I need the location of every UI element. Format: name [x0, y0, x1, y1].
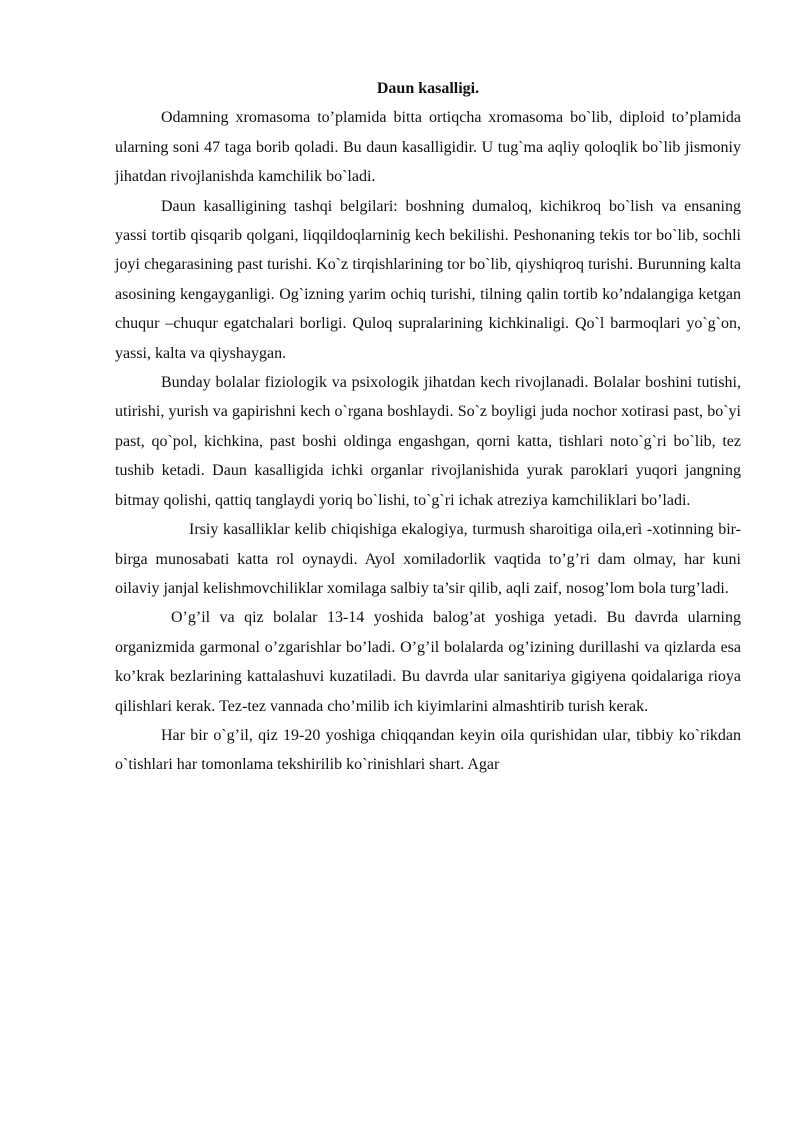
document-page: [115, 74, 741, 780]
paragraph-hereditary-causes: Irsiy kasalliklar kelib chiqishiga ekalogiya, turmush sharoitiga oila,erì -xotinning bir- birga munosabati katta rol oynaydi. Ayol xomiladorlik vaqtida to’g’ri dam olmay, har kuni oilaviy janjal kelishmovchiliklar xomilaga salbiy ta’sir qilib, aqli zaif, nosog’lom bola turg’ladi.: [115, 521, 741, 597]
paragraph-puberty: O’g’il va qiz bolalar 13-14 yoshida balog’at yoshiga yetadi. Bu davrda ularning organizmida garmonal o’zgarishlar bo’ladi. O’g’il bolalarda og’izining durillashi va qizlarda esa ko’krak bezlarining kattalashuvi kuzatiladi. Bu davrda ular sanitariya gigiyena qoidalariga rioya qilishlari kerak. Tez-tez vannada cho’milib ich kiyimlarini almashtirib turish kerak.: [115, 609, 741, 715]
paragraph-external-signs: Daun kasalligining tashqi belgilari: boshning dumaloq, kichikroq bo`lish va ensaning yassi tortib qisqarib qolgani, liqqildoqlarninig kech bekilishi. Peshonaning tekis tor bo`lib, sochli joyi chegarasining past turishi. Ko`z tirqishlarining tor bo`lib, qiyshiqroq turishi. Burunning kalta asosining kengayganligi. Og`izning yarim ochiq turishi, tilning qalin tortib ko’ndalangiga ketgan chuqur –chuqur egatchalari borligi. Quloq supralarining kichkinaligi. Qo`l barmoqlari yo`g`on, yassi, kalta va qiyshaygan.: [115, 197, 741, 362]
paragraph-definition: Odamning xromasoma to’plamida bitta ortiqcha xromasoma bo`lib, diploid to’plamida ularning soni 47 taga borib qoladi. Bu daun kasalligidir. U tug`ma aqliy qoloqlik bo`lib jismoniy jihatdan rivojlanishda kamchilik bo`ladi.: [115, 109, 741, 186]
paragraph-medical-check: Har bir o`g’il, qiz 19-20 yoshiga chiqqandan keyin oila qurishidan ular, tibbiy ko`rikdan o`tishlari har tomonlama tekshirilib ko`rinishlari shart. Agar: [115, 726, 741, 774]
document-title: Daun kasalligi.: [376, 80, 480, 97]
paragraph-development: Bunday bolalar fiziologik va psixologik jihatdan kech rivojlanadi. Bolalar boshini tutishi, utirishi, yurish va gapirishni kech o`rgana boshlaydi. So`z boyligi juda nochor xotirasi past, bo`yi past, qo`pol, kichkina, past boshi oldinga engashgan, qorni katta, tishlari noto`g`ri bo`lib, tez tushib ketadi. Daun kasalligida ichki organlar rivojlanishida yurak paroklari yuqori jangning bitmay qolishi, qattiq tanglaydi yoriq bo`lishi, to`g`ri ichak atreziya kamchiliklari bo’ladi.: [115, 374, 741, 509]
